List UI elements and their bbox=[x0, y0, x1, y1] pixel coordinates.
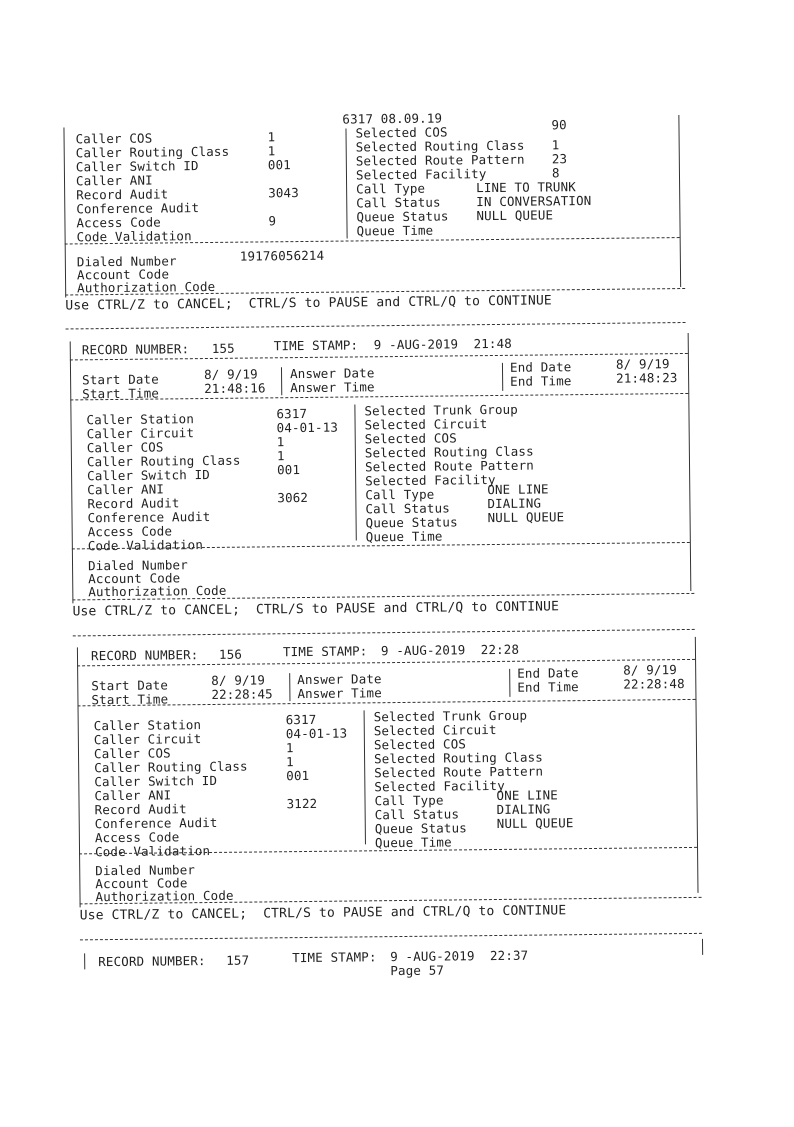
field-label: Call Status bbox=[374, 806, 460, 823]
field-label: Caller Station bbox=[86, 411, 195, 428]
field-value: 6317 bbox=[276, 405, 308, 422]
answer-date-label: Answer Date bbox=[289, 365, 375, 382]
field-value: 001 bbox=[276, 462, 301, 478]
field-label: Call Type bbox=[365, 486, 435, 503]
field-label: Caller ANI bbox=[75, 172, 153, 189]
dial-label: Authorization Code bbox=[95, 887, 234, 905]
start-time-label: Start Time bbox=[91, 691, 169, 708]
timestamp-label: TIME STAMP: bbox=[282, 643, 368, 660]
field-label: Selected Trunk Group bbox=[364, 401, 519, 419]
field-label: Caller Switch ID bbox=[94, 772, 218, 790]
column-divider bbox=[354, 404, 356, 540]
field-label: Selected COS bbox=[364, 430, 457, 447]
divider bbox=[73, 629, 695, 637]
timestamp-label: TIME STAMP: bbox=[292, 949, 377, 966]
end-date-label: End Date bbox=[517, 665, 579, 681]
field-label: Caller Routing Class bbox=[94, 758, 248, 776]
dial-label: Dialed Number bbox=[76, 253, 177, 270]
field-label: Selected Facility bbox=[365, 471, 496, 489]
field-value: IN CONVERSATION bbox=[476, 192, 592, 210]
field-value: 001 bbox=[267, 157, 291, 173]
field-value: 1 bbox=[276, 434, 285, 450]
record-number-label: RECORD NUMBER: bbox=[81, 341, 190, 358]
column-divider bbox=[509, 669, 510, 697]
field-value: 3043 bbox=[268, 185, 299, 201]
field-value: 90 bbox=[551, 117, 567, 133]
timestamp: 9 -AUG-2019 22:37 bbox=[390, 947, 529, 965]
timestamp: 9 -AUG-2019 22:28 bbox=[380, 641, 520, 659]
border-right bbox=[695, 637, 699, 893]
border-right bbox=[678, 115, 681, 287]
field-label: Selected Trunk Group bbox=[373, 707, 528, 725]
column-divider bbox=[281, 367, 282, 395]
dial-label: Account Code bbox=[88, 570, 181, 587]
field-label: Call Type bbox=[356, 180, 426, 197]
field-label: Call Type bbox=[374, 792, 444, 809]
column-divider bbox=[364, 710, 366, 844]
divider bbox=[80, 933, 702, 941]
start-time: 21:48:16 bbox=[204, 380, 266, 397]
field-value: 23 bbox=[551, 151, 568, 167]
field-label: Selected Route Pattern bbox=[355, 151, 525, 169]
field-label: Caller Circuit bbox=[86, 425, 195, 442]
field-value: NULL QUEUE bbox=[496, 815, 574, 832]
field-value: DIALING bbox=[496, 801, 551, 818]
field-value: 04-01-13 bbox=[276, 419, 339, 436]
end-time: 22:28:48 bbox=[623, 676, 685, 692]
border-left bbox=[77, 647, 81, 907]
field-label: Caller COS bbox=[75, 130, 153, 147]
field-label: Caller COS bbox=[93, 745, 171, 762]
field-value: 3122 bbox=[286, 795, 318, 812]
field-value: DIALING bbox=[487, 495, 542, 512]
field-label: Selected Facility bbox=[355, 166, 487, 183]
end-time-label: End Time bbox=[517, 679, 579, 695]
field-value: LINE TO TRUNK bbox=[476, 179, 576, 196]
dial-label: Authorization Code bbox=[77, 278, 216, 296]
start-date: 8/ 9/19 bbox=[203, 366, 258, 383]
field-label: Caller Station bbox=[93, 717, 202, 734]
field-label: Conference Audit bbox=[76, 200, 200, 217]
divider bbox=[70, 393, 688, 400]
field-label: Record Audit bbox=[94, 801, 187, 818]
field-value: NULL QUEUE bbox=[487, 509, 565, 526]
field-label: Caller ANI bbox=[94, 787, 172, 804]
field-value: 1 bbox=[551, 137, 560, 153]
field-label: Selected COS bbox=[355, 124, 448, 141]
answer-date-label: Answer Date bbox=[297, 671, 382, 688]
command-hint: Use CTRL/Z to CANCEL; CTRL/S to PAUSE and CTRL/Q to CONTINUE bbox=[65, 293, 552, 314]
field-label: Caller ANI bbox=[87, 481, 165, 498]
divider bbox=[66, 322, 686, 329]
dial-label: Account Code bbox=[76, 266, 170, 283]
field-label: Selected Routing Class bbox=[374, 749, 544, 767]
field-label: Call Status bbox=[356, 194, 441, 211]
column-divider bbox=[345, 129, 347, 239]
field-value: 1 bbox=[285, 740, 294, 756]
field-label: Access Code bbox=[76, 214, 161, 231]
end-time: 21:48:23 bbox=[616, 370, 678, 386]
field-value: 8 bbox=[551, 165, 560, 181]
field-label: Selected Routing Class bbox=[355, 137, 525, 155]
field-label: Selected Routing Class bbox=[364, 443, 534, 461]
field-label: Caller Switch ID bbox=[87, 466, 210, 484]
field-label: Caller COS bbox=[86, 439, 164, 456]
field-label: Selected COS bbox=[373, 736, 467, 753]
end-date: 8/ 9/19 bbox=[615, 356, 670, 372]
field-label: Caller Routing Class bbox=[75, 143, 230, 161]
field-value: 3062 bbox=[277, 489, 309, 506]
record-number: 157 bbox=[226, 952, 250, 968]
field-label: Access Code bbox=[87, 523, 173, 540]
field-label: Caller Routing Class bbox=[86, 452, 241, 470]
field-value: NULL QUEUE bbox=[476, 207, 554, 224]
divider bbox=[78, 699, 696, 706]
start-time-label: Start Time bbox=[82, 385, 160, 402]
command-hint: Use CTRL/Z to CANCEL; CTRL/S to PAUSE and CTRL/Q to CONTINUE bbox=[72, 599, 560, 620]
field-value: 6317 bbox=[285, 711, 317, 728]
end-time-label: End Time bbox=[510, 373, 572, 389]
start-date-label: Start Date bbox=[82, 371, 159, 388]
field-value: ONE LINE bbox=[487, 481, 549, 498]
field-value: 1 bbox=[276, 448, 285, 464]
field-value: 9 bbox=[268, 213, 277, 229]
dial-label: Dialed Number bbox=[87, 557, 188, 574]
field-label: Queue Time bbox=[356, 222, 434, 239]
field-label: Selected Route Pattern bbox=[364, 457, 534, 475]
border-right bbox=[702, 939, 703, 955]
field-value: ONE LINE bbox=[496, 787, 558, 804]
dial-label: Authorization Code bbox=[88, 582, 227, 600]
dialed-number-value: 19176056214 bbox=[239, 247, 325, 264]
start-date-label: Start Date bbox=[91, 677, 169, 694]
border-left bbox=[70, 341, 74, 603]
timestamp-label: TIME STAMP: bbox=[273, 337, 359, 354]
dial-label: Dialed Number bbox=[95, 862, 196, 879]
timestamp: 9 -AUG-2019 21:48 bbox=[373, 335, 512, 353]
field-label: Selected Route Pattern bbox=[374, 763, 544, 781]
field-label: Code Validation bbox=[94, 843, 211, 860]
border-left bbox=[84, 953, 85, 969]
field-label: Conference Audit bbox=[87, 508, 211, 526]
border-right bbox=[688, 333, 692, 591]
record-number: 155 bbox=[211, 340, 235, 356]
field-label: Code Validation bbox=[76, 228, 192, 245]
answer-time-label: Answer Time bbox=[290, 379, 375, 396]
field-label: Caller Switch ID bbox=[75, 158, 199, 175]
border-left bbox=[63, 127, 66, 297]
page-number: Page 57 bbox=[390, 962, 445, 979]
field-label: Queue Status bbox=[356, 208, 449, 225]
column-divider bbox=[289, 673, 290, 701]
field-value: 1 bbox=[267, 129, 276, 145]
field-label: Queue Time bbox=[374, 834, 452, 851]
field-label: Caller Circuit bbox=[93, 731, 202, 748]
end-date: 8/ 9/19 bbox=[623, 662, 677, 678]
field-label: Queue Status bbox=[365, 514, 458, 531]
field-label: Access Code bbox=[94, 829, 180, 846]
start-time: 22:28:45 bbox=[211, 686, 273, 702]
record-number-label: RECORD NUMBER: bbox=[90, 647, 199, 664]
field-label: Selected Facility bbox=[374, 777, 505, 795]
field-value: 04-01-13 bbox=[285, 725, 348, 742]
answer-time-label: Answer Time bbox=[297, 685, 382, 702]
field-label: Record Audit bbox=[76, 186, 169, 203]
end-date-label: End Date bbox=[509, 359, 572, 375]
dial-label: Account Code bbox=[95, 875, 188, 892]
field-label: Selected Circuit bbox=[373, 721, 497, 739]
top-stamp: 6317 08.09.19 bbox=[342, 110, 443, 127]
start-date: 8/ 9/19 bbox=[211, 672, 266, 688]
field-label: Queue Time bbox=[365, 528, 443, 545]
record-number: 156 bbox=[218, 646, 243, 662]
field-label: Code Validation bbox=[87, 537, 204, 554]
field-label: Call Status bbox=[365, 500, 450, 517]
field-value: 1 bbox=[267, 143, 276, 159]
field-value: 1 bbox=[286, 754, 294, 770]
record-number-label: RECORD NUMBER: bbox=[98, 953, 206, 970]
field-label: Record Audit bbox=[87, 495, 180, 512]
field-label: Conference Audit bbox=[94, 814, 218, 832]
field-label: Selected Circuit bbox=[364, 416, 488, 433]
field-value: 001 bbox=[286, 767, 310, 784]
field-label: Queue Status bbox=[374, 820, 467, 837]
command-hint: Use CTRL/Z to CANCEL; CTRL/S to PAUSE and CTRL/Q to CONTINUE bbox=[79, 903, 567, 924]
column-divider bbox=[502, 363, 503, 391]
